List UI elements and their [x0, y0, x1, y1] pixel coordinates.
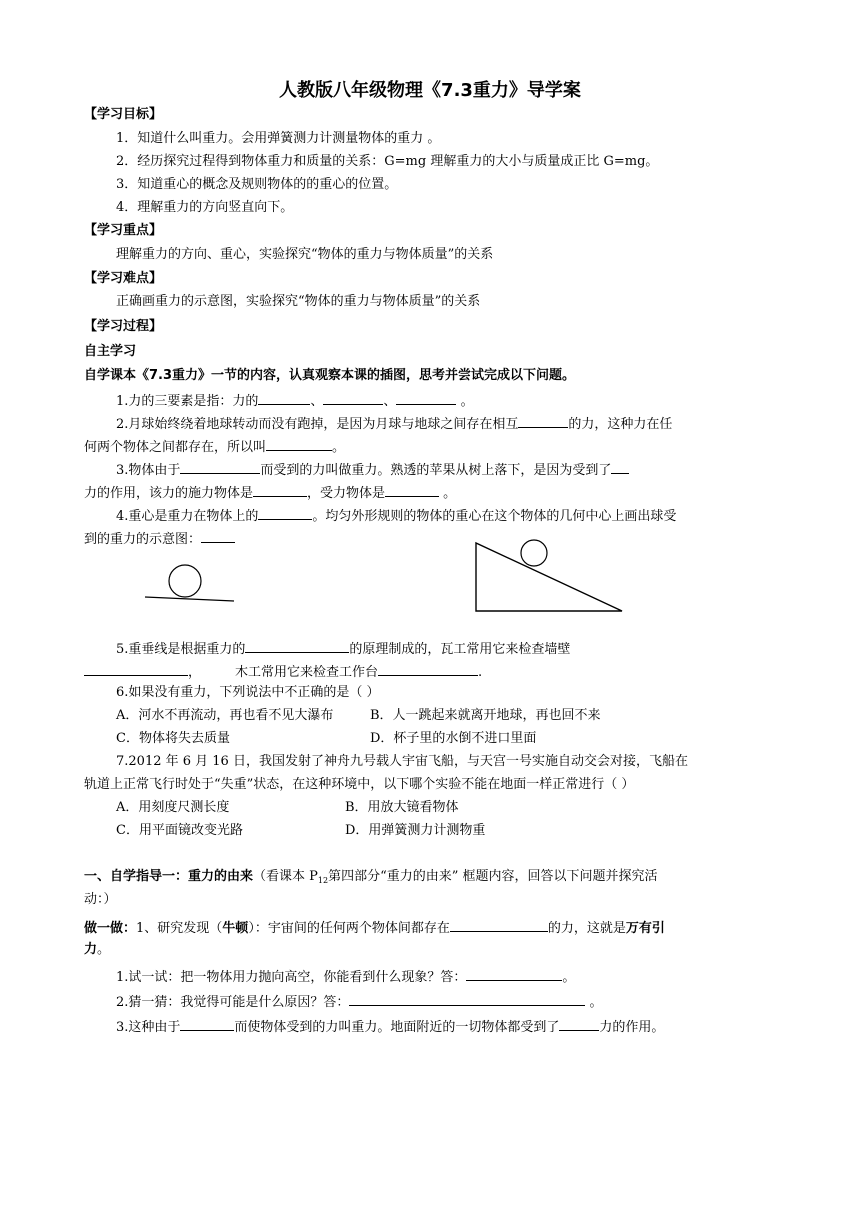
difficulties-text: 正确画重力的示意图，实验探究“物体的重力与物体质量”的关系 [116, 294, 481, 309]
question-7-line-2: 轨道上正常飞行时处于“失重”状态，在这种环境中，以下哪个实验不能在地面一样正常进行（ ） [84, 777, 635, 792]
guide-1-line-2: 动：） [84, 892, 117, 907]
key-points-text: 理解重力的方向、重心，实验探究“物体的重力与物体质量”的关系 [116, 247, 494, 262]
question-4-line-1: 4.重心是重力在物体上的 。均匀外形规则的物体的重心在这个物体的几何中心上画出球受 [116, 505, 676, 526]
difficulties-heading: 【学习难点】 [84, 271, 163, 286]
question-5-line-1: 5.重垂线是根据重力的 的原理制成的，瓦工常用它来检查墙壁 [116, 638, 570, 659]
question-6-option-d[interactable]: D．杯子里的水倒不进口里面 [370, 731, 537, 746]
do-it-line-2: 力。 [84, 942, 111, 957]
question-7-option-c[interactable]: C．用平面镜改变光路 [116, 823, 243, 838]
do-it-line-1: 做一做：1、研究发现（牛顿）：宇宙间的任何两个物体间都存在 的力，这就是万有引 [84, 917, 665, 938]
ground-line [145, 597, 234, 601]
goal-item: 3．知道重心的概念及规则物体的的重心的位置。 [116, 177, 398, 192]
guess-question: 2.猜一猜：我觉得可能是什么原因？答： 。 [116, 991, 603, 1012]
inclined-plane [476, 543, 622, 611]
self-study-heading: 自主学习 [84, 344, 137, 359]
answer-blank[interactable] [466, 966, 562, 981]
answer-blank[interactable] [84, 661, 188, 676]
question-4-line-2: 到的重力的示意图： [84, 528, 235, 549]
question-3-line-1: 3.物体由于 而受到的力叫做重力。熟透的苹果从树上落下，是因为受到了 [116, 459, 629, 480]
answer-blank[interactable] [378, 661, 478, 676]
answer-blank[interactable] [450, 917, 548, 932]
question-6-option-c[interactable]: C．物体将失去质量 [116, 731, 230, 746]
key-points-heading: 【学习重点】 [84, 223, 163, 238]
goal-item: 4．理解重力的方向竖直向下。 [116, 200, 294, 215]
third-question: 3.这种由于 而使物体受到的力叫重力。地面附近的一切物体都受到了 力的作用。 [116, 1016, 664, 1037]
question-1: 1.力的三要素是指：力的 、 、 。 [116, 390, 474, 411]
question-3-line-2: 力的作用，该力的施力物体是 ，受力物体是 。 [84, 482, 456, 503]
ball-on-incline[interactable] [521, 540, 547, 566]
question-7-option-b[interactable]: B．用放大镜看物体 [345, 800, 459, 815]
answer-blank[interactable] [180, 1016, 234, 1031]
question-2-line-2: 何两个物体之间都存在，所以叫 。 [84, 436, 345, 457]
process-heading: 【学习过程】 [84, 319, 163, 334]
answer-blank[interactable] [245, 638, 349, 653]
ball-on-ground[interactable] [169, 565, 201, 597]
question-6-option-a[interactable]: A．河水不再流动，再也看不见大瀑布 [116, 708, 334, 723]
try-question: 1.试一试：把一物体用力抛向高空，你能看到什么现象？答： 。 [116, 966, 575, 987]
question-7-option-a[interactable]: A．用刻度尺测长度 [116, 800, 230, 815]
self-study-instruction: 自学课本《7.3重力》一节的内容，认真观察本课的插图，思考并尝试完成以下问题。 [84, 368, 576, 383]
page-title: 人教版八年级物理《7.3重力》导学案 [279, 80, 581, 101]
goal-item: 2．经历探究过程得到物体重力和质量的关系：G=mg 理解重力的大小与质量成正比 G=mg。 [116, 154, 659, 169]
question-2-line-1: 2.月球始终绕着地球转动而没有跑掉，是因为月球与地球之间存在相互 的力，这种力在任 [116, 413, 672, 434]
answer-blank[interactable] [559, 1016, 599, 1031]
question-6-stem: 6.如果没有重力，下列说法中不正确的是（ ） [116, 685, 380, 700]
goals-heading: 【学习目标】 [84, 107, 163, 122]
goal-item: 1．知道什么叫重力。会用弹簧测力计测量物体的重力 。 [116, 131, 441, 146]
question-7-option-d[interactable]: D．用弹簧测力计测物重 [345, 823, 486, 838]
question-6-option-b[interactable]: B．人一跳起来就离开地球，再也回不来 [370, 708, 601, 723]
question-5-line-2: ， 木工常用它来检查工作台 . [84, 661, 482, 682]
question-7-line-1: 7.2012 年 6 月 16 日，我国发射了神舟九号载人宇宙飞船，与天宫一号实施自动交会对接，飞船在 [116, 754, 688, 769]
guide-1-line-1: 一、自学指导一：重力的由来（看课本 $P_{12}$第四部分“重力的由来” 框题内容，回答以下问题并探究活 [84, 869, 658, 885]
answer-blank[interactable] [349, 991, 585, 1006]
